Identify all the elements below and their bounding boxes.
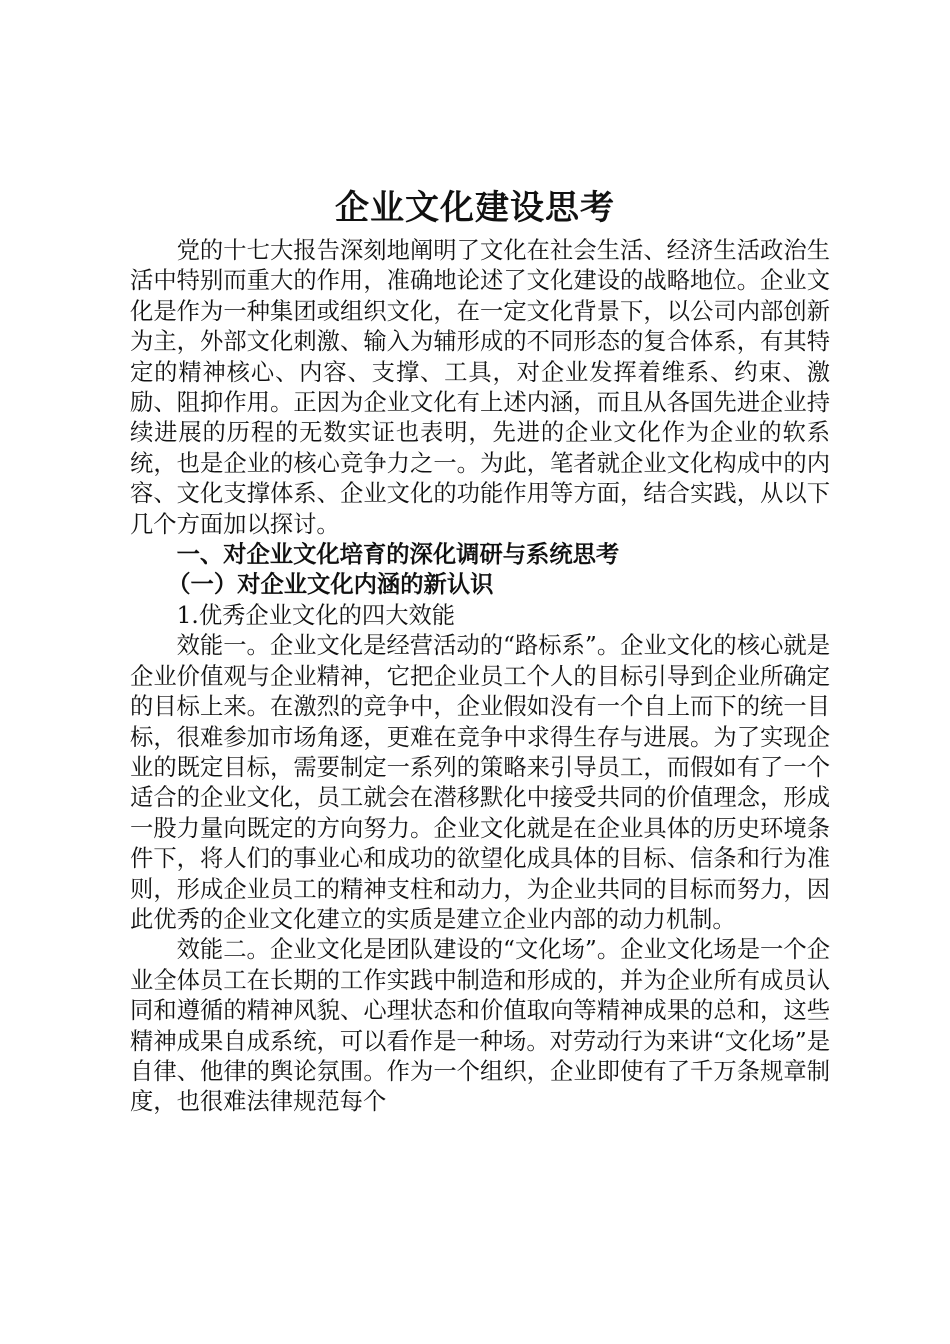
document-body	[130, 236, 830, 1118]
subsection-heading: （一）对企业文化内涵的新认识	[167, 571, 494, 599]
effect-two-paragraph: 效能二。企业文化是团队建设的“文化场”。企业文化场是一个企业全体员工在长期的工作实践中制造和形成的，并为企业所有成员认同和遵循的精神风貌、心理状态和价值取向等精神成果的总和，这些精神成果自成系统，可以看作是一种场。对劳动行为来讲“文化场”是自律、他律的舆论氛围。作为一个组织，企业即使有了千万条规章制度，也很难法律规范每个	[130, 936, 830, 1116]
item-heading: 1.优秀企业文化的四大效能	[176, 601, 456, 629]
intro-paragraph: 党的十七大报告深刻地阐明了文化在社会生活、经济生活政治生活中特别而重大的作用，准确地论述了文化建设的战略地位。企业文化是作为一种集团或组织文化，在一定文化背景下，以公司内部创新为主，外部文化刺激、输入为辅形成的不同形态的复合体系，有其特定的精神核心、内容、支撑、工具，对企业发挥着维系、约束、激励、阻抑作用。正因为企业文化有上述内涵，而且从各国先进企业持续进展的历程的无数实证也表明，先进的企业文化作为企业的软系统，也是企业的核心竞争力之一。为此，笔者就企业文化构成中的内容、文化支撑体系、企业文化的功能作用等方面，结合实践，从以下几个方面加以探讨。	[130, 237, 830, 538]
effect-one-paragraph: 效能一。企业文化是经营活动的“路标系”。企业文化的核心就是企业价值观与企业精神，它把企业员工个人的目标引导到企业所确定的目标上来。在激烈的竞争中，企业假如没有一个自上而下的统一目标，很难参加市场角逐，更难在竞争中求得生存与进展。为了实现企业的既定目标，需要制定一系列的策略来引导员工，而假如有了一个适合的企业文化，员工就会在潜移默化中接受共同的价值理念，形成一股力量向既定的方向努力。企业文化就是在企业具体的历史环境条件下，将人们的事业心和成功的欲望化成具体的目标、信条和行为准则，形成企业员工的精神支柱和动力，为企业共同的目标而努力，因此优秀的企业文化建立的实质是建立企业内部的动力机制。	[130, 632, 830, 933]
document-title: 企业文化建设思考	[335, 188, 615, 228]
section-heading: 一、对企业文化培育的深化调研与系统思考	[176, 541, 620, 569]
